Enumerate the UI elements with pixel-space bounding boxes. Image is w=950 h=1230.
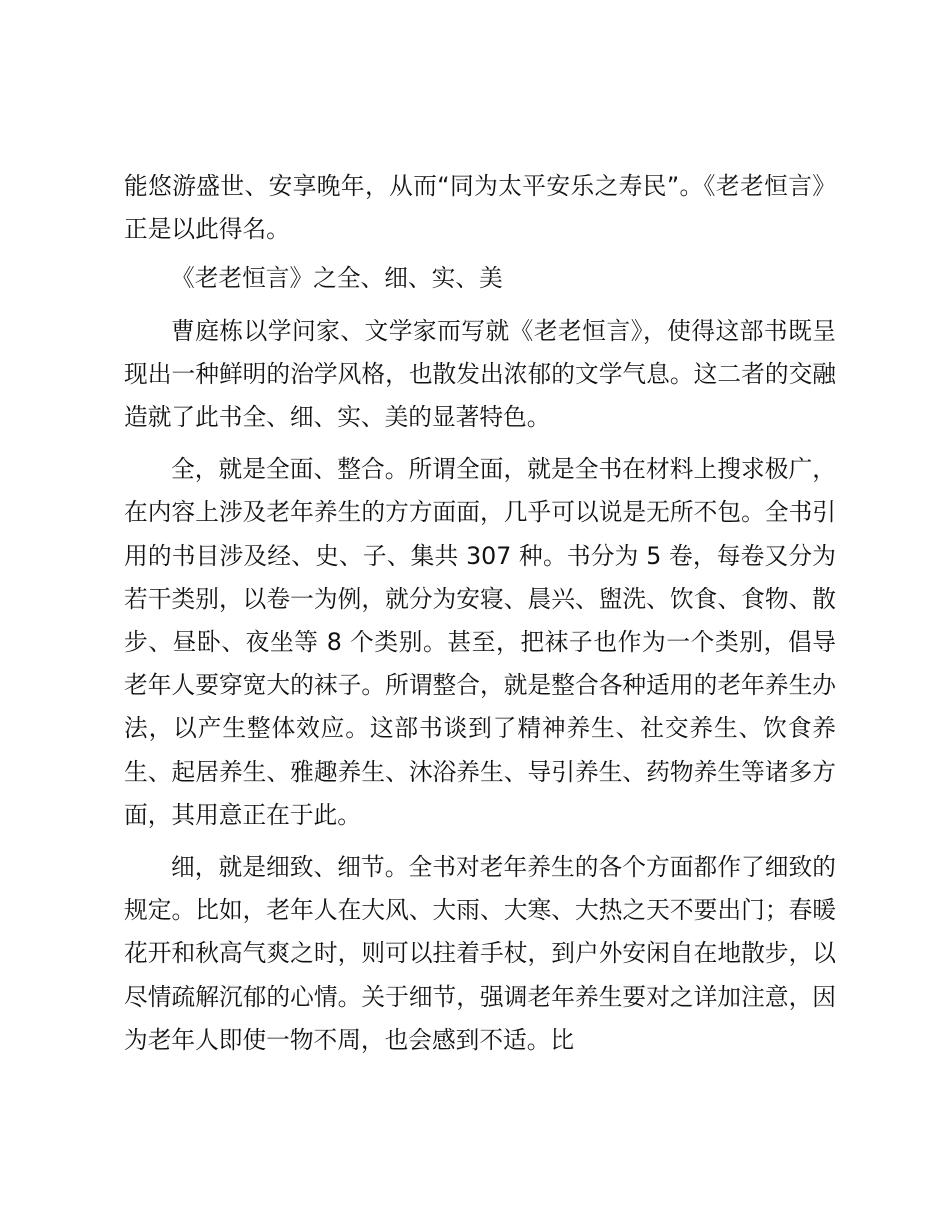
paragraph-intro: 曹庭栋以学问家、文学家而写就《老老恒言》，使得这部书既呈现出一种鲜明的治学风格，也散发出浓郁的文学气息。这二者的交融造就了此书全、细、实、美的显著特色。 [124,316,836,432]
paragraph-quan: 全，就是全面、整合。所谓全面，就是全书在材料上搜求极广，在内容上涉及老年养生的方方面面，几乎可以说是无所不包。全书引用的书目涉及经、史、子、集共 307 种。书分为 5 卷，每卷又分为若干类别，以卷一为例，就分为安寝、晨兴、盥洗、饮食、食物、散步、昼卧、夜坐等 8 个类别。甚至，把袜子也作为一个类别，倡导老年人要穿宽大的袜子。所谓整合，就是整合各种适用的老年养生办法，以产生整体效应。这部书谈到了精神养生、社交养生、饮食养生、起居养生、雅趣养生、沐浴养生、导引养生、药物养生等诸多方面，其用意正在于此。 [124,455,836,829]
paragraph-xi: 细，就是细致、细节。全书对老年养生的各个方面都作了细致的规定。比如，老年人在大风、大雨、大寒、大热之天不要出门；春暖花开和秋高气爽之时，则可以拄着手杖，到户外安闲自在地散步，以尽情疏解沉郁的心情。关于细节，强调老年养生要对之详加注意，因为老年人即使一物不周，也会感到不适。比 [124,853,836,1054]
paragraph-continuation: 能悠游盛世、安享晚年，从而“同为太平安乐之寿民”。《老老恒言》正是以此得名。 [124,172,836,244]
section-heading: 《老老恒言》之全、细、实、美 [171,264,503,293]
body-text [124,165,836,1062]
